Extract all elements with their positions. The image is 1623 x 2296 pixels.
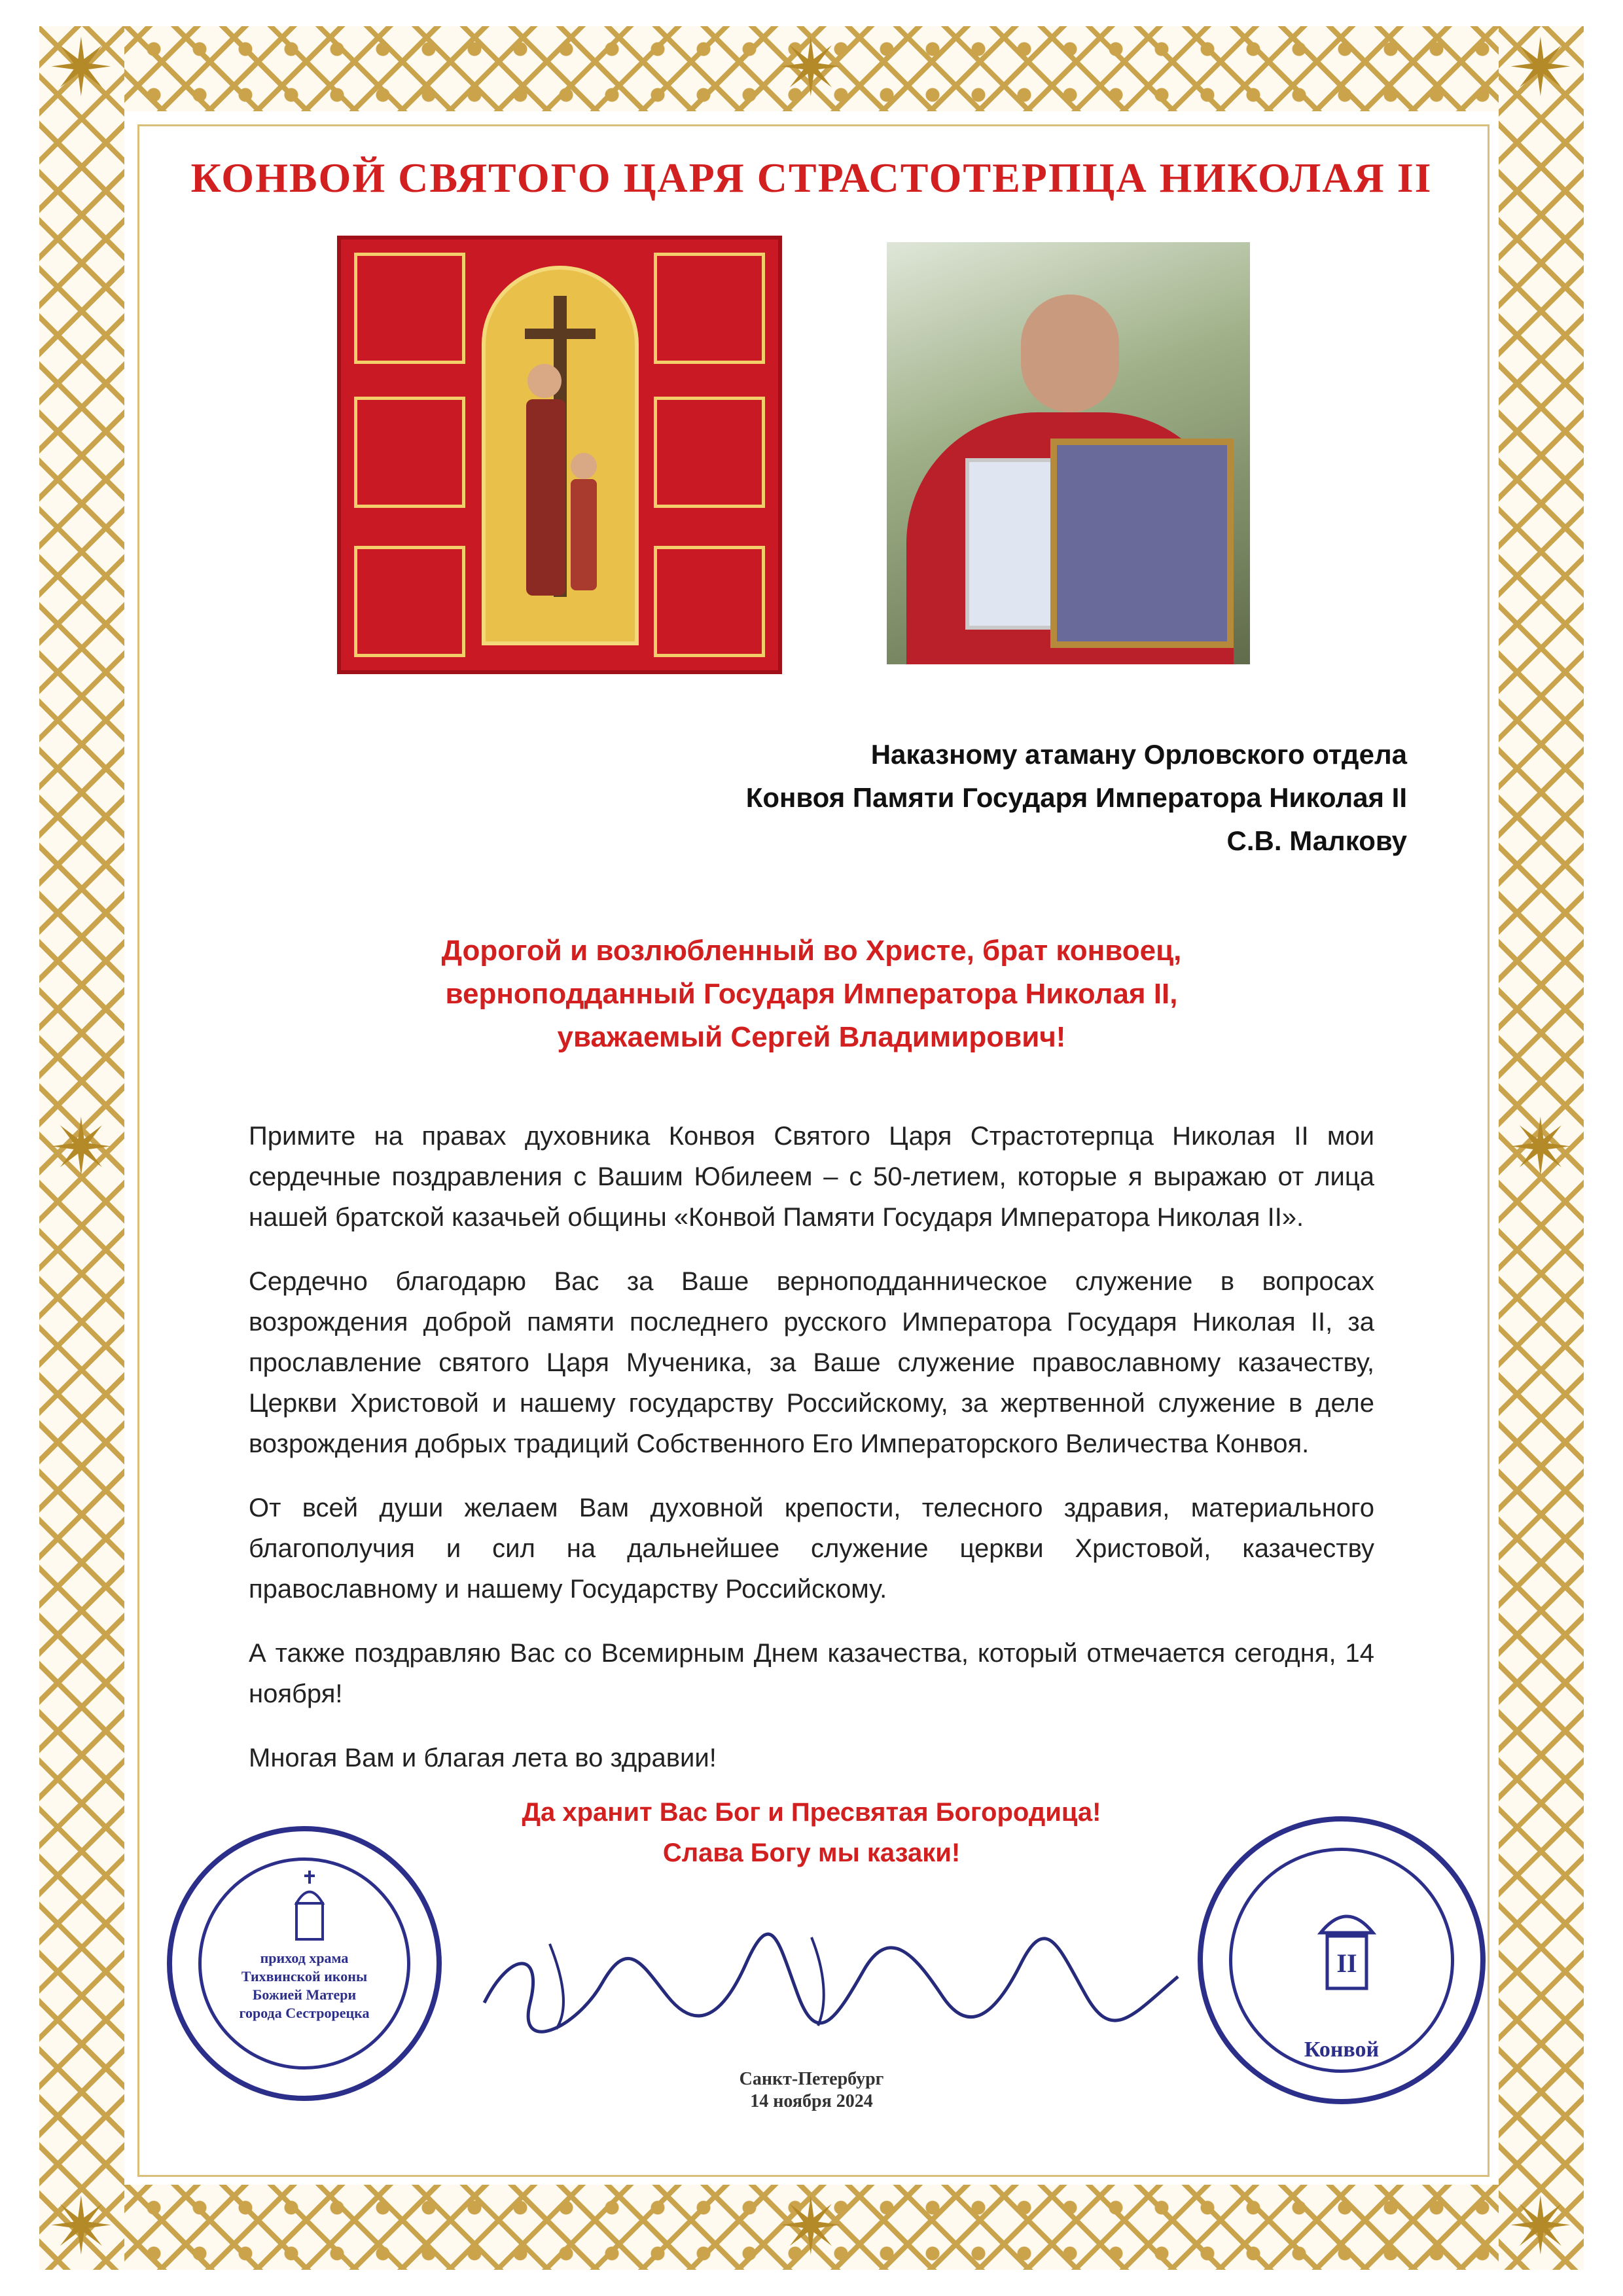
convoy-seal-stamp [1198,1816,1486,2104]
body-paragraph: От всей души желаем Вам духовной крепости, телесного здравия, материального благополучия и сил на дальнейшее служение церкви Христовой, казачеству православному и нашему Государству Российскому. [249,1494,1374,1604]
star-ornament-icon: ✴ [1508,1103,1575,1194]
blessing-line: Слава Богу мы казаки! [662,1839,961,1867]
star-ornament-icon: ✴ [1508,23,1575,114]
body-paragraph: Сердечно благодарю Вас за Ваше верноподданническое служение в вопросах возрождения доброй памяти последнего русского Императора Государя Николая II, за прославление святого Царя Мученика, за Ваше служение православному казачеству, Церкви Христовой и нашему государству Российскому, за жертвенной служение в деле возрождения добрых традиций Собственного Его Императорского Величества Конвоя. [249,1267,1374,1458]
parish-seal-stamp [167,1826,442,2101]
greeting-block [249,929,1374,1059]
star-ornament-icon: ✴ [48,23,115,114]
addressee-name: С.В. Малкову [1226,825,1407,856]
star-ornament-icon: ✴ [48,2181,115,2272]
body-paragraph: Многая Вам и благая лета во здравии! [249,1744,717,1772]
header-title: КОНВОЙ СВЯТОГО ЦАРЯ СТРАСТОТЕРПЦА НИКОЛАЯ II [190,154,1433,201]
body-paragraph: А также поздравляю Вас со Всемирным Днем казачества, который отмечается сегодня, 14 ноября! [249,1639,1374,1708]
blessing-line: Да хранит Вас Бог и Пресвятая Богородица! [522,1798,1101,1827]
letter-body [249,1116,1374,1802]
body-paragraph: Примите на правах духовника Конвоя Святого Царя Страстотерпца Николая II мои сердечные поздравления с Вашим Юбилеем – с 50-летием, которые я выражаю от лица нашей братской казачьей общины «Конвой Памяти Государя Императора Николая II». [249,1122,1374,1232]
blessing-block [249,1792,1374,1873]
star-ornament-icon: ✴ [778,23,845,114]
addressee-line: Наказному атаману Орловского отдела [870,739,1407,770]
church-icon [283,1871,336,1943]
star-ornament-icon: ✴ [48,1103,115,1194]
portrait-photo [887,242,1250,664]
icon-banner-image [337,236,782,674]
greeting-line: уважаемый Сергей Владимирович! [557,1021,1066,1053]
greeting-line: Дорогой и возлюбленный во Христе, брат конвоец, [441,935,1182,967]
date: 14 ноября 2024 [750,2091,873,2111]
star-ornament-icon: ✴ [1508,2181,1575,2272]
city-date-block [687,2068,936,2113]
greeting-line: верноподданный Государя Императора Николая II, [445,978,1178,1010]
star-ornament-icon: ✴ [778,2181,845,2272]
svg-text:II: II [1336,1948,1357,1978]
addressee-block [746,733,1407,863]
stamp-center-text: приход храма Тихвинской иконы Божией Матери города Сестрорецка [239,1950,370,2021]
signature [471,1924,1204,2036]
crown-emblem-icon [1308,1900,1386,1998]
city: Санкт-Петербург [739,2069,884,2089]
addressee-line: Конвоя Памяти Государя Императора Николая II [745,782,1407,813]
stamp-center-text: Конвой [1304,2037,1380,2062]
